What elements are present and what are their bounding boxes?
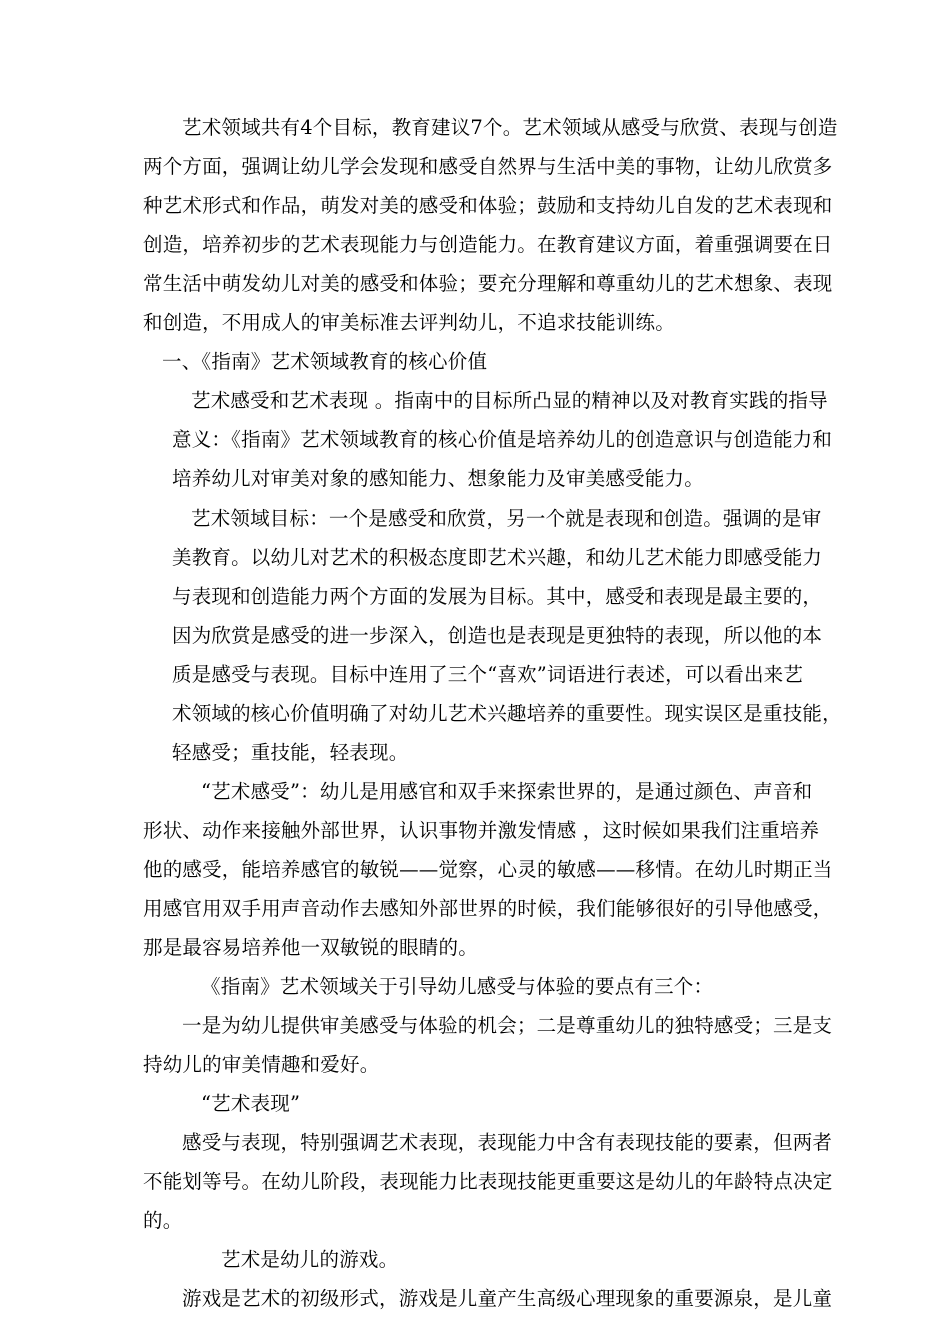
section-heading: 一、《指南》艺术领域教育的核心价值 [162, 350, 488, 373]
paragraph-line: 术领域的核心价值明确了对幼儿艺术兴趣培养的重要性。现实误区是重技能， [172, 702, 842, 725]
paragraph-line: 常生活中萌发幼儿对美的感受和体验；要充分理解和尊重幼儿的艺术想象、表现 [143, 272, 833, 295]
paragraph-line: 质是感受与表现。目标中连用了三个“喜欢”词语进行表述，可以看出来艺 [172, 663, 804, 686]
paragraph-line: 意义：《指南》艺术领域教育的核心价值是培养幼儿的创造意识与创造能力和 [172, 428, 833, 451]
paragraph-line: 形状、动作来接触外部世界，认识事物并激发情感 ，这时候如果我们注重培养 [143, 819, 820, 842]
paragraph-line: 用感官用双手用声音动作去感知外部世界的时候，我们能够很好的引导他感受， [143, 897, 833, 920]
paragraph-line: 《指南》艺术领域关于引导幼儿感受与体验的要点有三个： [201, 975, 714, 998]
paragraph-line: 不能划等号。在幼儿阶段，表现能力比表现技能更重要这是幼儿的年龄特点决定 [143, 1170, 833, 1193]
paragraph-line: 艺术领域目标：一个是感受和欣赏，另一个就是表现和创造。强调的是审 [191, 507, 822, 530]
paragraph-line: 他的感受，能培养感官的敏锐——觉察，心灵的敏感——移情。在幼儿时期正当 [143, 858, 833, 881]
paragraph-line: 轻感受；重技能，轻表现。 [172, 741, 409, 764]
paragraph-line: 的。 [143, 1209, 183, 1232]
paragraph-line: 种艺术形式和作品，萌发对美的感受和体验；鼓励和支持幼儿自发的艺术表现和 [143, 194, 833, 217]
subsection-heading: “艺术表现” [201, 1092, 301, 1115]
paragraph-line: 持幼儿的审美情趣和爱好。 [143, 1053, 380, 1076]
paragraph-line: 创造，培养初步的艺术表现能力与创造能力。在教育建议方面，着重强调要在日 [143, 233, 833, 256]
paragraph-line: 培养幼儿对审美对象的感知能力、想象能力及审美感受能力。 [172, 467, 704, 490]
paragraph-line: “艺术感受”：幼儿是用感官和双手来探索世界的，是通过颜色、声音和 [201, 780, 813, 803]
paragraph-line: 与表现和创造能力两个方面的发展为目标。其中，感受和表现是最主要的， [172, 585, 823, 608]
paragraph-line: 游戏是艺术的初级形式，游戏是儿童产生高级心理现象的重要源泉，是儿童 [182, 1287, 833, 1310]
paragraph-line: 因为欣赏是感受的进一步深入，创造也是表现是更独特的表现，所以他的本 [172, 624, 823, 647]
paragraph-line: 两个方面，强调让幼儿学会发现和感受自然界与生活中美的事物，让幼儿欣赏多 [143, 155, 833, 178]
paragraph-line: 一是为幼儿提供审美感受与体验的机会；二是尊重幼儿的独特感受；三是支 [182, 1014, 833, 1037]
paragraph-line: 感受与表现，特别强调艺术表现，表现能力中含有表现技能的要素，但两者 [182, 1131, 833, 1154]
paragraph-line: 艺术领域共有4个目标，教育建议7个。艺术领域从感受与欣赏、表现与创造 [182, 116, 838, 139]
paragraph-line: 那是最容易培养他一双敏锐的眼睛的。 [143, 936, 478, 959]
paragraph-line: 艺术感受和艺术表现 。指南中的目标所凸显的精神以及对教育实践的指导 [191, 389, 828, 412]
paragraph-line: 和创造，不用成人的审美标准去评判幼儿，不追求技能训练。 [143, 311, 675, 334]
subsection-heading: 艺术是幼儿的游戏。 [221, 1248, 399, 1271]
paragraph-line: 美教育。以幼儿对艺术的积极态度即艺术兴趣，和幼儿艺术能力即感受能力 [172, 546, 823, 569]
